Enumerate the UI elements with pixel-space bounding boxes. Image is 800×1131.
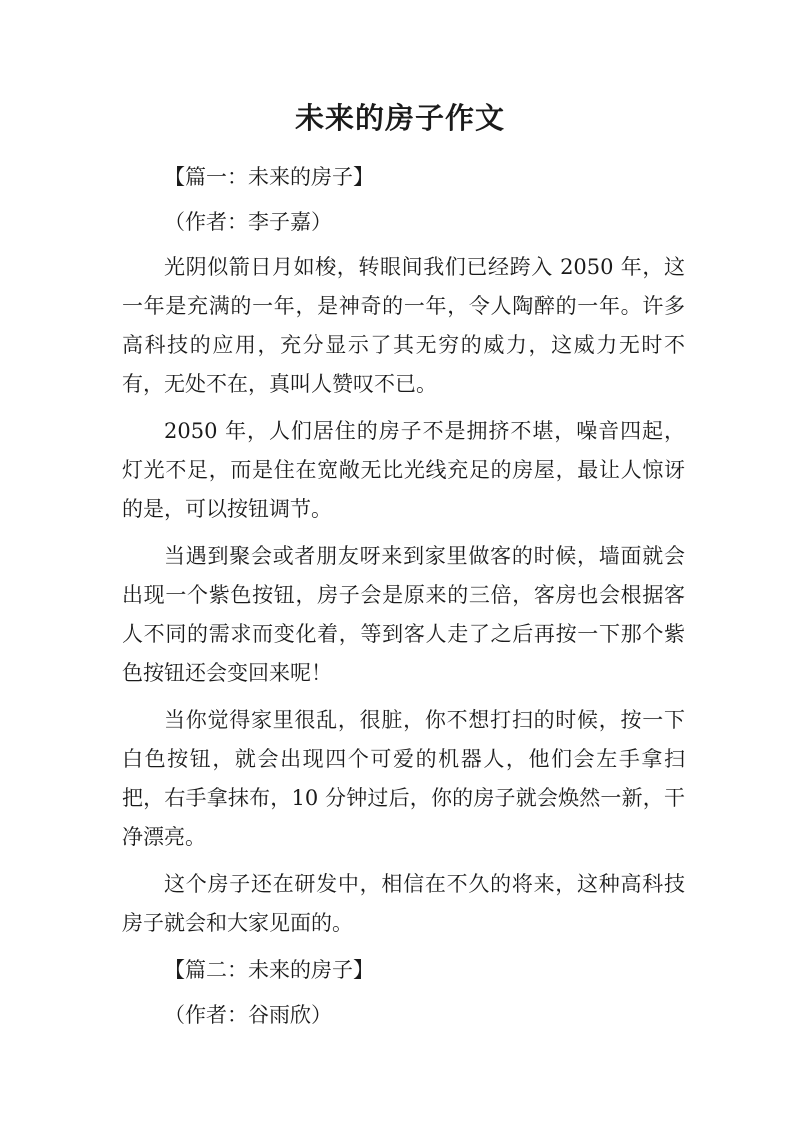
- document-body: [122, 158, 685, 1041]
- document-title: 未来的房子作文: [294, 101, 505, 135]
- section-author: （作者：李子嘉）: [164, 210, 332, 234]
- paragraph: 当遇到聚会或者朋友呀来到家里做客的时候，墙面就会出现一个紫色按钮，房子会是原来的三倍，客房也会根据客人不同的需求而变化着，等到客人走了之后再按一下那个紫色按钮还会变回来呢！: [122, 544, 685, 685]
- section-author: （作者：谷雨欣）: [164, 1003, 332, 1027]
- paragraph: 这个房子还在研发中，相信在不久的将来，这种高科技房子就会和大家见面的。: [122, 872, 685, 935]
- section-heading: 【篇一：未来的房子】: [164, 165, 374, 189]
- paragraph: 当你觉得家里很乱，很脏，你不想打扫的时候，按一下白色按钮，就会出现四个可爱的机器人，他们会左手拿扫把，右手拿抹布，10 分钟过后，你的房子就会焕然一新，干净漂亮。: [122, 708, 685, 849]
- paragraph: 光阴似箭日月如梭，转眼间我们已经跨入 2050 年，这一年是充满的一年，是神奇的一年，令人陶醉的一年。许多高科技的应用，充分显示了其无穷的威力，这威力无时不有，无处不在，真叫人赞叹不已。: [122, 255, 685, 396]
- paragraph: 2050 年，人们居住的房子不是拥挤不堪，噪音四起，灯光不足，而是住在宽敞无比光线充足的房屋，最让人惊讶的是，可以按钮调节。: [122, 419, 685, 521]
- section-heading: 【篇二：未来的房子】: [164, 958, 374, 982]
